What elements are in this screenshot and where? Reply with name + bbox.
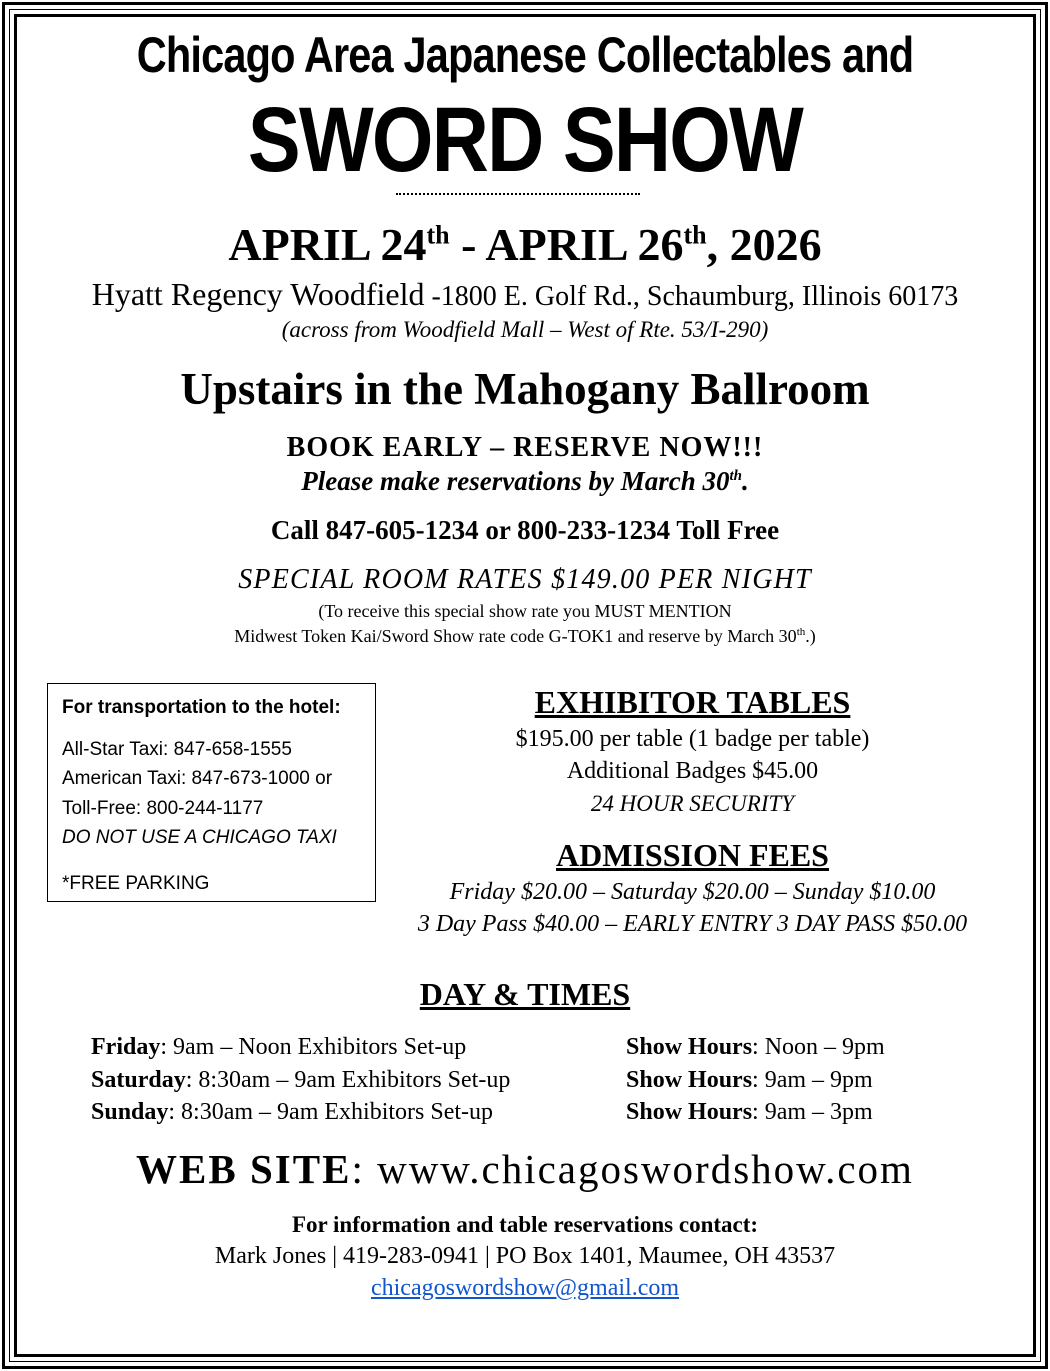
- schedule-setup-friday: Friday: 9am – Noon Exhibitors Set-up: [91, 1034, 467, 1060]
- schedule-hours-friday: Show Hours: Noon – 9pm: [626, 1034, 885, 1060]
- exhibitor-badges: Additional Badges $45.00: [566, 758, 819, 784]
- ballroom: Upstairs in the Mahogany Ballroom: [180, 364, 870, 414]
- rate-note-2: Midwest Token Kai/Sword Show rate code G-TOK1 and reserve by March 30th.): [234, 626, 816, 646]
- exhibitor-security: 24 HOUR SECURITY: [590, 791, 795, 816]
- website-url[interactable]: : www.chicagoswordshow.com: [351, 1146, 914, 1192]
- room-rates: SPECIAL ROOM RATES $149.00 PER NIGHT: [238, 564, 812, 595]
- admission-daily: Friday $20.00 – Saturday $20.00 – Sunday $10.00: [449, 879, 936, 905]
- website-label: WEB SITE: [136, 1146, 352, 1192]
- transport-box: [47, 683, 376, 902]
- transport-line: American Taxi: 847-673-1000 or: [62, 768, 333, 789]
- exhibitor-price: $195.00 per table (1 badge per table): [515, 726, 870, 752]
- schedule-setup-sunday: Sunday: 8:30am – 9am Exhibitors Set-up: [91, 1099, 494, 1125]
- admission-heading: ADMISSION FEES: [556, 837, 829, 873]
- schedule-setup-saturday: Saturday: 8:30am – 9am Exhibitors Set-up: [91, 1067, 511, 1093]
- email-link: [0, 1275, 1050, 1302]
- transport-heading: For transportation to the hotel:: [62, 697, 341, 718]
- reservation-deadline: Please make reservations by March 30th.: [301, 466, 749, 496]
- schedule-hours-saturday: Show Hours: 9am – 9pm: [626, 1067, 873, 1093]
- exhibitor-heading: EXHIBITOR TABLES: [534, 684, 851, 720]
- taxi-warning: DO NOT USE A CHICAGO TAXI: [62, 827, 337, 848]
- transport-line: Toll-Free: 800-244-1177: [62, 797, 264, 819]
- schedule-heading: DAY & TIMES: [419, 976, 631, 1012]
- venue-line: [0, 276, 1050, 313]
- book-early: BOOK EARLY – RESERVE NOW!!!: [286, 432, 764, 463]
- call-numbers: Call 847-605-1234 or 800-233-1234 Toll Free: [270, 515, 780, 545]
- transport-line: All-Star Taxi: 847-658-1555: [62, 738, 292, 760]
- title-line-1: Chicago Area Japanese Collectables and: [136, 27, 914, 83]
- venue-address: -1800 E. Golf Rd., Schaumburg, Illinois 60173: [424, 281, 959, 312]
- directions: (across from Woodfield Mall – West of Rte. 53/I-290): [281, 317, 769, 342]
- free-parking: *FREE PARKING: [62, 872, 210, 894]
- website-line: [0, 1145, 1050, 1193]
- title-line-2: SWORD SHOW: [247, 89, 803, 191]
- contact-heading: For information and table reservations contact:: [291, 1212, 759, 1237]
- event-dates: APRIL 24th - APRIL 26th, 2026: [228, 219, 822, 270]
- contact-details: Mark Jones | 419-283-0941 | PO Box 1401, Maumee, OH 43537: [214, 1243, 836, 1269]
- admission-passes: 3 Day Pass $40.00 – EARLY ENTRY 3 DAY PASS $50.00: [417, 911, 968, 937]
- dotted-divider: [396, 193, 640, 195]
- venue-name: Hyatt Regency Woodfield: [91, 276, 425, 312]
- email-link-text[interactable]: chicagoswordshow@gmail.com: [370, 1275, 680, 1301]
- rate-note-1: (To receive this special show rate you MUST MENTION: [318, 601, 732, 621]
- schedule-hours-sunday: Show Hours: 9am – 3pm: [626, 1099, 873, 1125]
